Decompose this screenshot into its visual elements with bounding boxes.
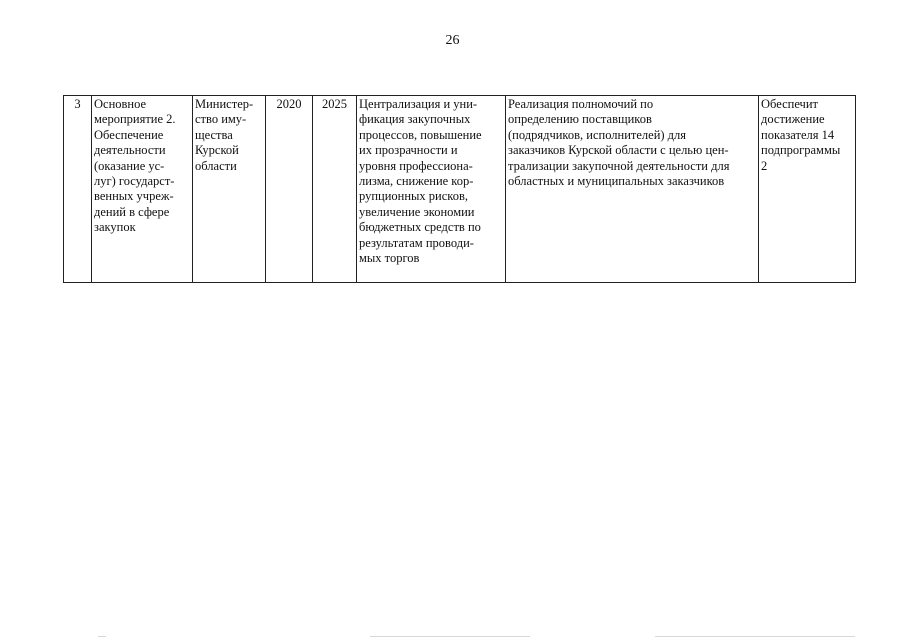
scan-edge-line (98, 636, 106, 637)
end-year-cell: 2025 (313, 96, 357, 283)
activity-name-cell: Основное мероприятие 2. Обеспечение деятельности (оказание ус- луг) государст- венных учреж- дений в сфере закупок (92, 96, 193, 283)
table-row (64, 96, 856, 283)
scan-edge-line (370, 636, 530, 637)
scan-edge-line (655, 636, 855, 637)
row-number-cell: 3 (64, 96, 92, 283)
start-year-cell: 2020 (266, 96, 313, 283)
executor-cell: Министер- ство иму- щества Курской области (193, 96, 266, 283)
indicator-link-cell: Обеспечит достижение показателя 14 подпрограммы 2 (759, 96, 856, 283)
page-number: 26 (445, 33, 460, 48)
activities-table (63, 95, 856, 283)
expected-result-cell: Централизация и уни- фикация закупочных процессов, повышение их прозрачности и уровня профессиона- лизма, снижение кор- рупционных рисков, увеличение экономии бюджетных средств по результатам проводи- мых торгов (357, 96, 506, 283)
main-directions-cell: Реализация полномочий по определению поставщиков (подрядчиков, исполнителей) для заказчиков Курской области с целью цен- трализации закупочной деятельности для областных и муниципальных заказчиков (506, 96, 759, 283)
